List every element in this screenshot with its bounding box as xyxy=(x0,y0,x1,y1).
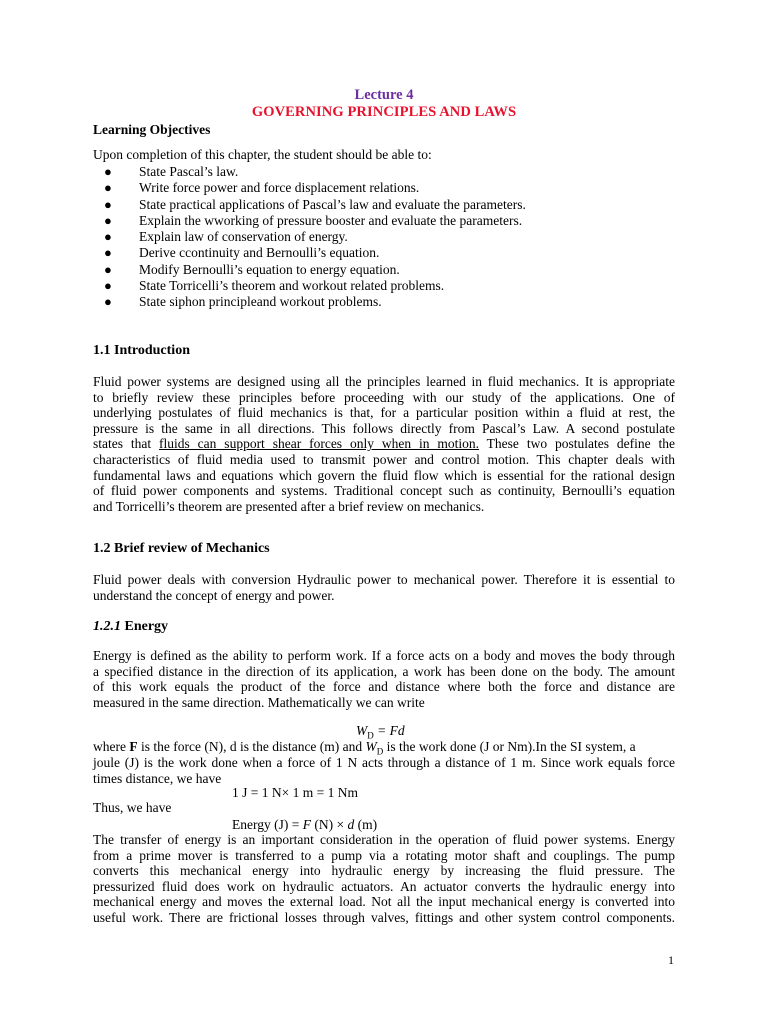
bullet-icon: ● xyxy=(104,180,112,196)
subsection-heading-energy xyxy=(93,619,168,635)
paragraph-line: Energy is defined as the ability to perform work. If a force acts on a body and moves the body through xyxy=(93,648,675,663)
bullet-icon: ● xyxy=(104,294,112,310)
paragraph-line: from a prime mover is transferred to a pump via a rotating motor shaft and couplings. The pump xyxy=(93,847,675,863)
paragraph-line: pressure is the same in all directions. This follows directly from Pascal’s Law. A second postulate xyxy=(93,420,675,436)
objective-text: State Torricelli’s theorem and workout related problems. xyxy=(139,278,445,294)
paragraph-line: fundamental laws and equations which govern the fluid flow which is essential for the rational design xyxy=(93,467,675,483)
objective-text: State Pascal’s law. xyxy=(139,164,239,179)
eq-text: Energy (J) = xyxy=(232,817,303,832)
section-heading-mechanics: 1.2 Brief review of Mechanics xyxy=(93,541,270,556)
list-item xyxy=(104,213,526,229)
paragraph-line: and Torricelli’s theorem are presented after a brief review on mechanics. xyxy=(93,498,485,514)
equation-joule: 1 J = 1 N× 1 m = 1 Nm xyxy=(232,785,358,800)
objective-text: Modify Bernoulli’s equation to energy equation. xyxy=(139,261,400,277)
objective-text: Explain the wworking of pressure booster and evaluate the parameters. xyxy=(139,212,523,228)
objectives-list xyxy=(104,164,526,311)
list-item xyxy=(104,229,526,245)
paragraph-line: measured in the same direction. Mathematically we can write xyxy=(93,694,425,710)
paragraph-line: characteristics of fluid media used to transmit power and control motion. This chapter deals with xyxy=(93,451,675,467)
eq-text: (N) × xyxy=(310,817,348,832)
mechanics-paragraph xyxy=(93,572,675,603)
lecture-number: Lecture 4 xyxy=(354,87,414,103)
list-item xyxy=(104,197,526,213)
introduction-paragraph xyxy=(93,374,675,514)
bullet-icon: ● xyxy=(104,245,112,261)
bullet-icon: ● xyxy=(104,212,112,228)
paragraph-line: useful work. There are frictional losses through valves, fittings and other system control components. xyxy=(93,909,675,925)
list-item xyxy=(104,164,526,180)
eq-subscript: D xyxy=(376,746,384,757)
paragraph-line: converts this mechanical energy into hydraulic energy by increasing the fluid pressure. The xyxy=(93,863,675,879)
objective-text: Explain law of conservation of energy. xyxy=(139,229,348,245)
line-text: These two postulates define the xyxy=(479,436,675,452)
bullet-icon: ● xyxy=(104,261,112,277)
bullet-icon: ● xyxy=(104,196,112,212)
underlined-phrase: fluids can support shear forces only when in motion. xyxy=(159,436,480,452)
list-item xyxy=(104,245,526,261)
line-text: is the force (N), d is the distance (m) and xyxy=(137,739,366,754)
symbol-force: F xyxy=(129,739,138,754)
paragraph-line: The transfer of energy is an important consideration in the operation of fluid power systems. Energy xyxy=(93,832,675,847)
eq-symbol: W xyxy=(356,723,368,738)
paragraph-line: pressurized fluid does work on hydraulic actuators. An actuator converts the hydraulic energy into xyxy=(93,878,675,894)
paragraph-line: of this work equals the product of the force and distance where both the force and distance are xyxy=(93,679,675,695)
joule-paragraph xyxy=(93,755,675,786)
thus-line: Thus, we have xyxy=(93,800,172,815)
bullet-icon: ● xyxy=(104,229,112,245)
objective-text: Derive ccontinuity and Bernoulli’s equation. xyxy=(139,245,380,261)
symbol-work: W xyxy=(365,739,377,754)
document-title: GOVERNING PRINCIPLES AND LAWS xyxy=(251,104,517,120)
list-item xyxy=(104,262,526,278)
objective-text: Write force power and force displacement relations. xyxy=(139,180,420,196)
eq-symbol: F xyxy=(302,817,311,832)
paragraph-line: a specified distance in the direction of its application, a work has been done on the body. The amount xyxy=(93,663,675,679)
paragraph-line: Fluid power systems are designed using all the principles learned in fluid mechanics. It is appropriate xyxy=(93,374,675,389)
eq-text: (m) xyxy=(354,817,378,832)
transfer-paragraph xyxy=(93,832,675,926)
energy-paragraph xyxy=(93,648,675,710)
objectives-intro: Upon completion of this chapter, the student should be able to: xyxy=(93,147,432,162)
objectives-heading: Learning Objectives xyxy=(93,122,211,137)
list-item xyxy=(104,180,526,196)
subsection-number: 1.2.1 xyxy=(93,619,121,634)
subsection-title: Energy xyxy=(121,619,169,634)
paragraph-line: to briefly review these principles before proceeding with our study of the applications. One of xyxy=(93,389,675,405)
paragraph-line: mechanical energy and moves the external load. Not all the input mechanical energy is converted into xyxy=(93,894,675,910)
page-number: 1 xyxy=(668,953,674,967)
eq-subscript: D xyxy=(367,730,374,741)
paragraph-line: of fluid power components and systems. Traditional concept such as continuity, Bernoulli’s equation xyxy=(93,483,675,499)
equation-energy xyxy=(232,817,377,833)
paragraph-line xyxy=(93,436,675,452)
list-item xyxy=(104,294,526,310)
section-heading-introduction: 1.1 Introduction xyxy=(93,343,190,358)
line-text: states that xyxy=(93,436,160,452)
paragraph-line: Fluid power deals with conversion Hydraulic power to mechanical power. Therefore it is essential to xyxy=(93,572,675,587)
list-item xyxy=(104,278,526,294)
objective-text: State siphon principleand workout problems. xyxy=(139,294,382,310)
eq-symbol: d xyxy=(347,817,355,832)
objective-text: State practical applications of Pascal’s law and evaluate the parameters. xyxy=(139,196,526,212)
eq-rest: = Fd xyxy=(373,723,405,738)
paragraph-line: joule (J) is the work done when a force of 1 N acts through a distance of 1 m. Since work equals force xyxy=(93,755,675,770)
line-text: is the work done (J or Nm).In the SI system, a xyxy=(383,739,636,754)
line-text: where xyxy=(93,739,130,754)
bullet-icon: ● xyxy=(104,278,112,294)
bullet-icon: ● xyxy=(104,164,112,179)
paragraph-line: underlying postulates of fluid mechanics is that, for a particular position within a fluid at rest, the xyxy=(93,405,675,421)
paragraph-line: times distance, we have xyxy=(93,770,222,786)
paragraph-line: understand the concept of energy and power. xyxy=(93,587,335,603)
